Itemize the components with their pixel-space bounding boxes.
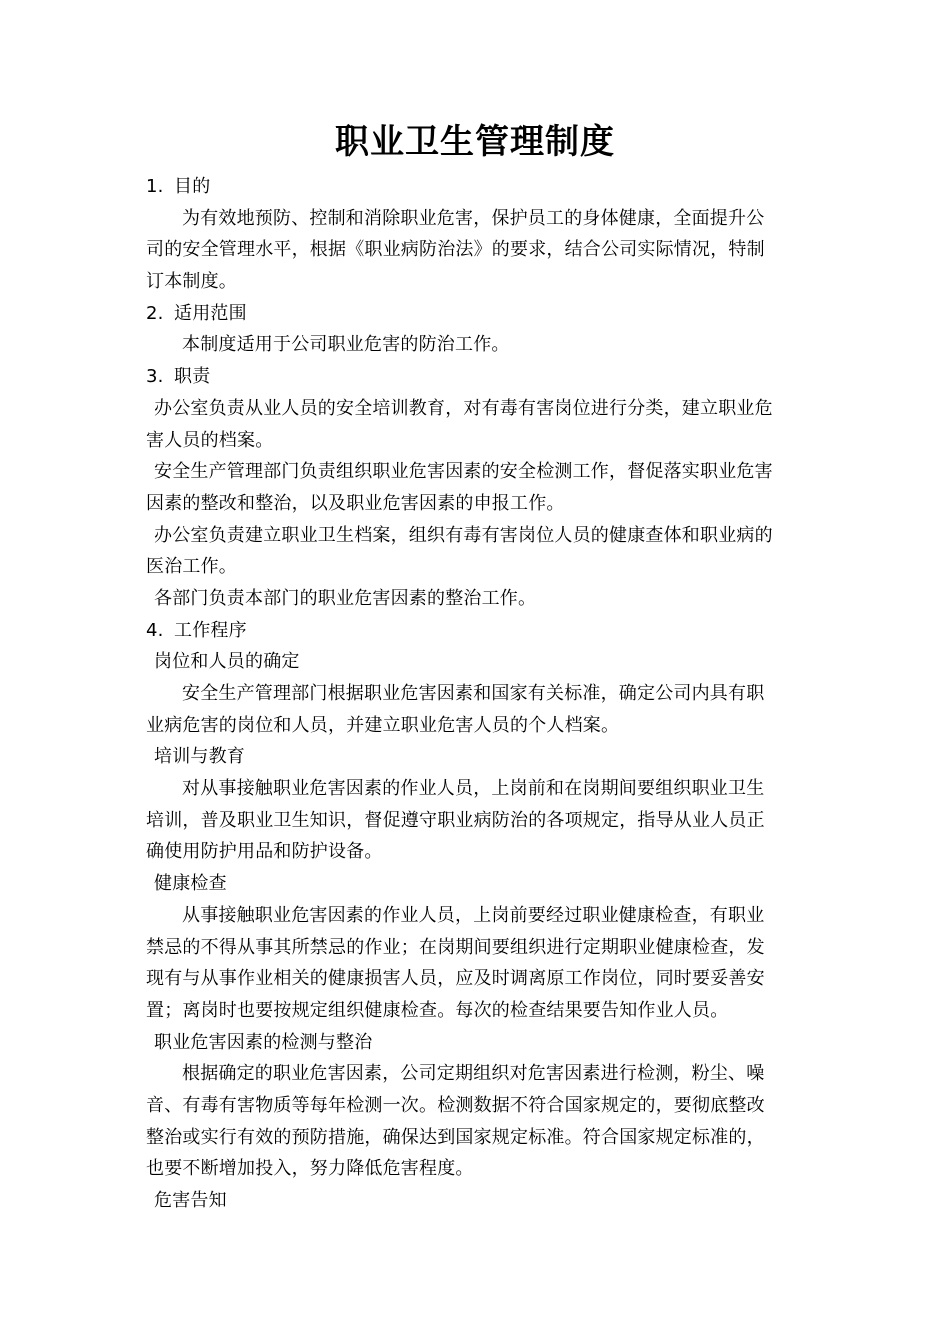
paragraph-line: 对从事接触职业危害因素的作业人员，上岗前和在岗期间要组织职业卫生 [182, 778, 765, 800]
paragraph-line: 也要不断增加投入，努力降低危害程度。 [146, 1158, 474, 1180]
paragraph-line: 从事接触职业危害因素的作业人员，上岗前要经过职业健康检查，有职业 [182, 904, 765, 926]
paragraph-line: 置；离岗时也要按规定组织健康检查。每次的检查结果要告知作业人员。 [146, 999, 729, 1021]
paragraph-line: 各部门负责本部门的职业危害因素的整治工作。 [154, 587, 537, 609]
paragraph-line: 司的安全管理水平，根据《职业病防治法》的要求，结合公司实际情况，特制 [146, 239, 765, 261]
paragraph-line: 培训，普及职业卫生知识，督促遵守职业病防治的各项规定，指导从业人员正 [146, 809, 765, 831]
paragraph-line: 医治工作。 [146, 556, 237, 578]
paragraph-line: 因素的整改和整治，以及职业危害因素的申报工作。 [146, 492, 565, 514]
paragraph-line: 业病危害的岗位和人员，并建立职业危害人员的个人档案。 [146, 714, 620, 736]
paragraph-line: 安全生产管理部门负责组织职业危害因素的安全检测工作，督促落实职业危害 [154, 461, 773, 483]
paragraph-line: 根据确定的职业危害因素，公司定期组织对危害因素进行检测，粉尘、噪 [182, 1063, 765, 1085]
subsection-heading: 培训与教育 [154, 746, 245, 768]
section-heading [146, 298, 810, 330]
section-heading-text: 目的 [174, 176, 211, 197]
paragraph-line: 现有与从事作业相关的健康损害人员，应及时调离原工作岗位，同时要妥善安 [146, 968, 765, 990]
section-number: 4. [146, 619, 164, 641]
paragraph-line: 为有效地预防、控制和消除职业危害，保护员工的身体健康，全面提升公 [182, 207, 765, 229]
document-title: 职业卫生管理制度 [335, 122, 615, 162]
subsection-heading: 岗位和人员的确定 [154, 651, 300, 673]
section-heading [146, 171, 810, 203]
subsection-heading: 健康检查 [154, 873, 227, 895]
section-heading-text: 工作程序 [174, 619, 247, 641]
paragraph-line: 办公室负责建立职业卫生档案，组织有毒有害岗位人员的健康查体和职业病的 [154, 524, 773, 546]
paragraph-line: 音、有毒有害物质等每年检测一次。检测数据不符合国家规定的，要彻底整改 [146, 1094, 765, 1116]
section-heading [146, 615, 810, 647]
paragraph-line: 本制度适用于公司职业危害的防治工作。 [182, 334, 510, 356]
paragraph-line: 害人员的档案。 [146, 429, 274, 451]
section-number: 2. [146, 302, 164, 324]
paragraph-line: 禁忌的不得从事其所禁忌的作业；在岗期间要组织进行定期职业健康检查，发 [146, 936, 765, 958]
paragraph-line: 整治或实行有效的预防措施，确保达到国家规定标准。符合国家规定标准的， [146, 1126, 765, 1148]
paragraph-line: 确使用防护用品和防护设备。 [146, 841, 383, 863]
section-number: 3. [146, 366, 164, 388]
document-body [146, 171, 810, 1217]
section-heading [146, 361, 810, 393]
section-heading-text: 适用范围 [174, 302, 247, 324]
section-heading-text: 职责 [174, 366, 211, 388]
paragraph-line: 订本制度。 [146, 271, 237, 293]
section-number: 1. [146, 176, 164, 197]
subsection-heading: 职业危害因素的检测与整治 [154, 1031, 373, 1053]
subsection-heading: 危害告知 [154, 1190, 227, 1211]
paragraph-line: 办公室负责从业人员的安全培训教育，对有毒有害岗位进行分类，建立职业危 [154, 397, 773, 419]
paragraph-line: 安全生产管理部门根据职业危害因素和国家有关标准，确定公司内具有职 [182, 683, 765, 704]
